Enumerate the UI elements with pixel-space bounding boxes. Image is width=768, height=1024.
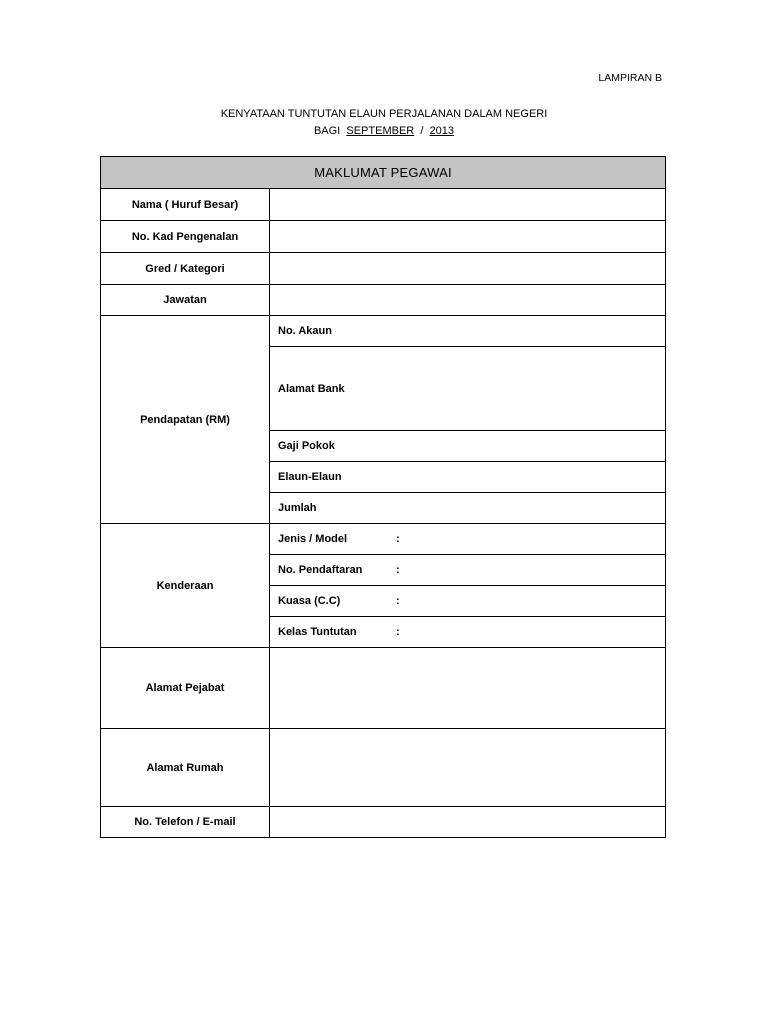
allowances-field[interactable]: [270, 462, 666, 493]
account-number-field[interactable]: [270, 316, 666, 347]
bank-address-field[interactable]: [270, 347, 666, 431]
grade-label: Gred / Kategori: [101, 253, 270, 285]
basic-salary-field[interactable]: [270, 431, 666, 462]
home-address-field[interactable]: [270, 729, 666, 807]
total-label: Jumlah: [278, 502, 317, 514]
document-heading: [0, 106, 768, 140]
period-year: 2013: [429, 125, 455, 137]
period-line: [0, 123, 768, 140]
office-address-field[interactable]: [270, 648, 666, 729]
position-field[interactable]: [270, 285, 666, 316]
income-label: Pendapatan (RM): [101, 316, 270, 524]
position-label: Jawatan: [101, 285, 270, 316]
account-number-label: No. Akaun: [278, 325, 332, 337]
period-separator: /: [420, 125, 424, 137]
engine-cc-label: Kuasa (C.C): [278, 595, 341, 607]
office-address-label: Alamat Pejabat: [101, 648, 270, 729]
bank-address-label: Alamat Bank: [278, 382, 345, 395]
vehicle-model-field[interactable]: [270, 524, 666, 555]
vehicle-label: Kenderaan: [101, 524, 270, 648]
basic-salary-label: Gaji Pokok: [278, 440, 335, 452]
registration-colon: :: [396, 564, 400, 576]
grade-field[interactable]: [270, 253, 666, 285]
claim-class-colon: :: [396, 626, 400, 638]
vehicle-model-colon: :: [396, 533, 400, 545]
ic-label: No. Kad Pengenalan: [101, 221, 270, 253]
document-title: KENYATAAN TUNTUTAN ELAUN PERJALANAN DALAM NEGERI: [220, 108, 548, 120]
period-month: SEPTEMBER: [346, 125, 415, 137]
name-field[interactable]: [270, 189, 666, 221]
registration-label: No. Pendaftaran: [278, 564, 363, 576]
period-prefix: BAGI: [313, 125, 341, 137]
claim-class-label: Kelas Tuntutan: [278, 626, 357, 638]
home-address-label: Alamat Rumah: [101, 729, 270, 807]
engine-cc-field[interactable]: [270, 586, 666, 617]
engine-cc-colon: :: [396, 595, 400, 607]
total-field[interactable]: [270, 493, 666, 524]
phone-email-label: No. Telefon / E-mail: [101, 807, 270, 838]
claim-class-field[interactable]: [270, 617, 666, 648]
ic-field[interactable]: [270, 221, 666, 253]
vehicle-model-label: Jenis / Model: [278, 533, 348, 545]
section-title: MAKLUMAT PEGAWAI: [101, 157, 666, 189]
appendix-label: LAMPIRAN B: [598, 72, 662, 84]
officer-info-table: [100, 156, 666, 838]
name-label: Nama ( Huruf Besar): [101, 189, 270, 221]
registration-field[interactable]: [270, 555, 666, 586]
allowances-label: Elaun-Elaun: [278, 471, 342, 483]
phone-email-field[interactable]: [270, 807, 666, 838]
